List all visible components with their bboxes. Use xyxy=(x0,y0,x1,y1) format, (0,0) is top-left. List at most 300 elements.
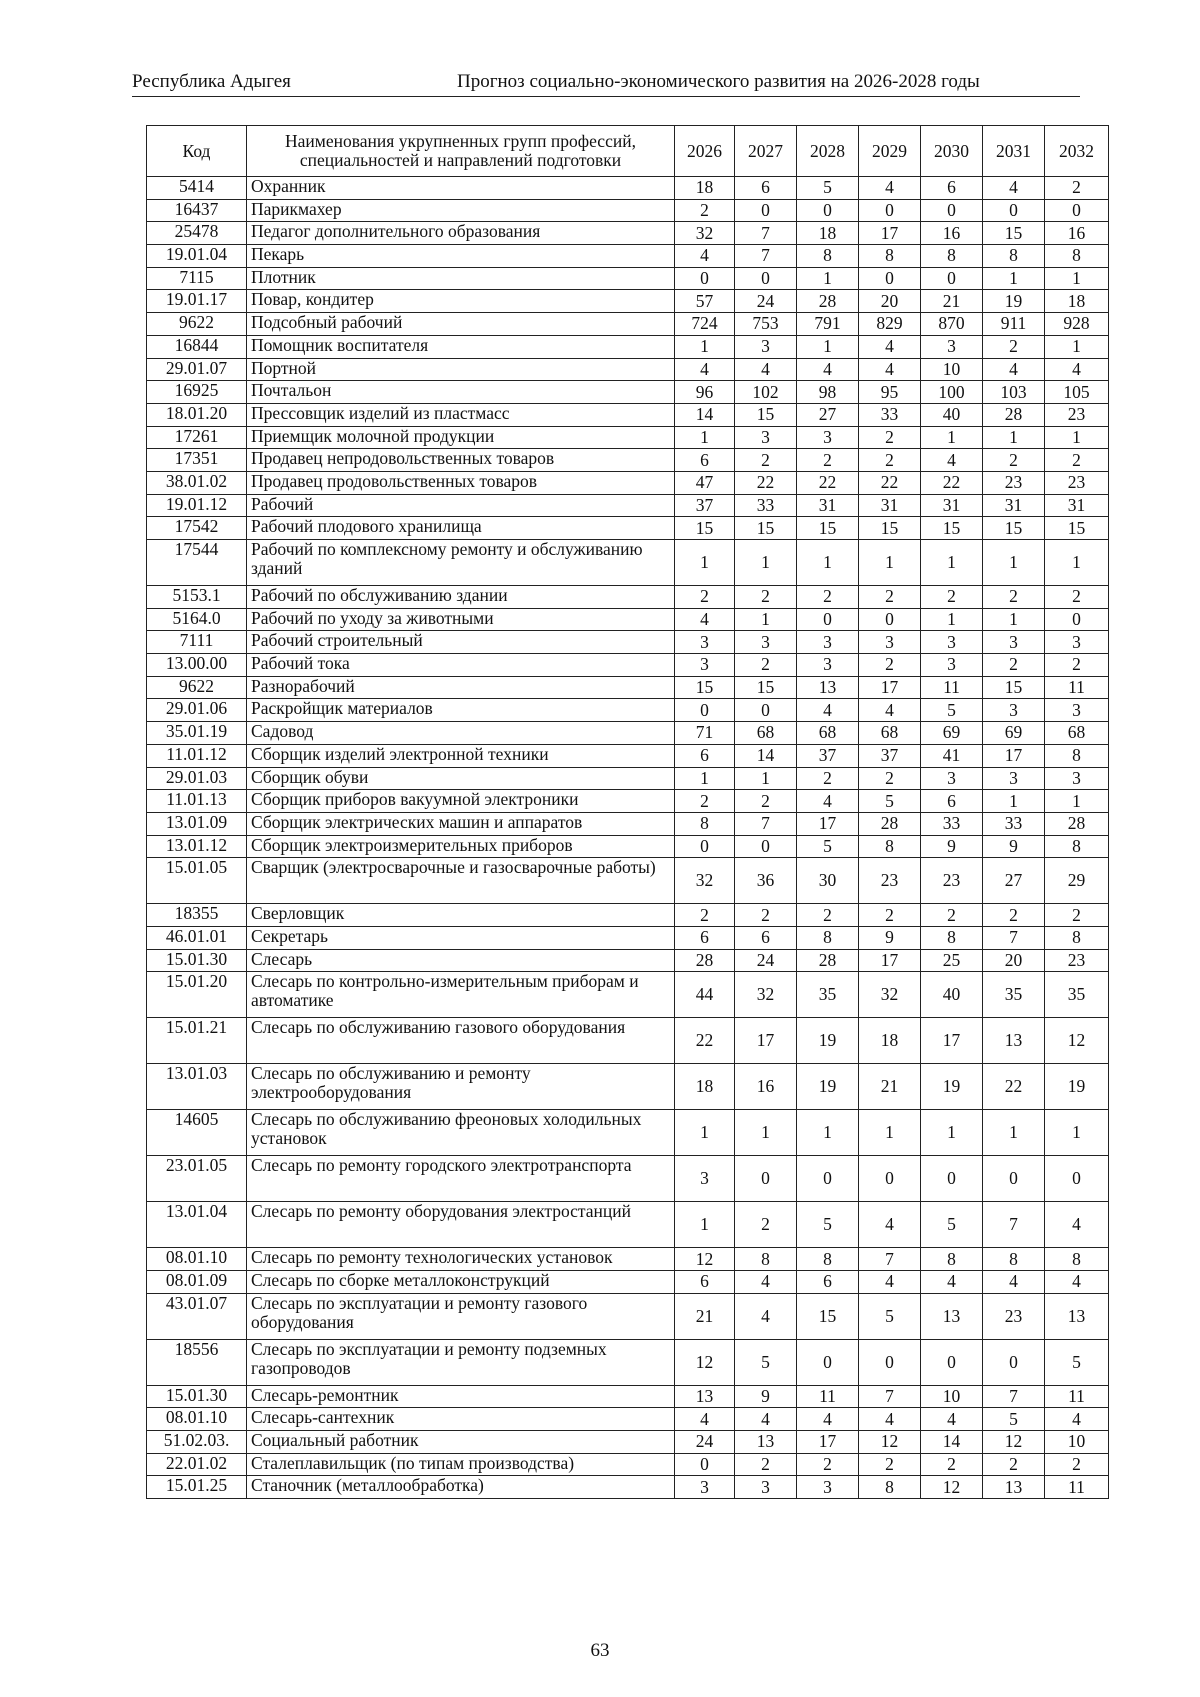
value-cell: 1 xyxy=(983,608,1045,631)
value-cell: 724 xyxy=(675,313,735,336)
value-cell: 24 xyxy=(675,1431,735,1454)
value-cell: 3 xyxy=(735,426,797,449)
value-cell: 0 xyxy=(735,199,797,222)
code-cell: 16437 xyxy=(147,199,247,222)
profession-name-cell: Сборщик обуви xyxy=(247,767,675,790)
code-cell: 13.01.03 xyxy=(147,1064,247,1110)
value-cell: 1 xyxy=(921,426,983,449)
value-cell: 0 xyxy=(675,267,735,290)
profession-name-cell: Сборщик электрических машин и аппаратов xyxy=(247,812,675,835)
table-row xyxy=(147,949,1109,972)
value-cell: 3 xyxy=(675,1476,735,1499)
value-cell: 19 xyxy=(797,1064,859,1110)
value-cell: 0 xyxy=(921,1339,983,1385)
value-cell: 37 xyxy=(675,494,735,517)
table-row xyxy=(147,1202,1109,1248)
value-cell: 5 xyxy=(797,1202,859,1248)
value-cell: 30 xyxy=(797,858,859,904)
value-cell: 4 xyxy=(735,1408,797,1431)
value-cell: 2 xyxy=(675,199,735,222)
profession-name-cell: Рабочий xyxy=(247,494,675,517)
value-cell: 3 xyxy=(797,654,859,677)
table-row xyxy=(147,267,1109,290)
value-cell: 37 xyxy=(859,744,921,767)
profession-name-cell: Плотник xyxy=(247,267,675,290)
value-cell: 1 xyxy=(1045,1110,1109,1156)
profession-name-cell: Слесарь по сборке металлоконструкций xyxy=(247,1271,675,1294)
value-cell: 14 xyxy=(675,403,735,426)
value-cell: 2 xyxy=(675,586,735,609)
value-cell: 0 xyxy=(983,1156,1045,1202)
code-cell: 15.01.25 xyxy=(147,1476,247,1499)
value-cell: 23 xyxy=(1045,471,1109,494)
value-cell: 16 xyxy=(1045,222,1109,245)
value-cell: 8 xyxy=(797,926,859,949)
value-cell: 27 xyxy=(797,403,859,426)
table-row xyxy=(147,403,1109,426)
profession-name-cell: Слесарь по контрольно-измерительным приборам и автоматике xyxy=(247,972,675,1018)
value-cell: 10 xyxy=(921,1385,983,1408)
table-row xyxy=(147,245,1109,268)
value-cell: 15 xyxy=(797,517,859,540)
value-cell: 23 xyxy=(983,1293,1045,1339)
value-cell: 2 xyxy=(1045,654,1109,677)
value-cell: 16 xyxy=(921,222,983,245)
value-cell: 3 xyxy=(675,654,735,677)
value-cell: 0 xyxy=(859,608,921,631)
value-cell: 1 xyxy=(735,540,797,586)
code-cell: 5414 xyxy=(147,177,247,200)
value-cell: 22 xyxy=(735,471,797,494)
table-row xyxy=(147,972,1109,1018)
value-cell: 5 xyxy=(859,1293,921,1339)
value-cell: 5 xyxy=(921,699,983,722)
table-row xyxy=(147,426,1109,449)
value-cell: 16 xyxy=(735,1064,797,1110)
value-cell: 0 xyxy=(797,608,859,631)
value-cell: 0 xyxy=(1045,199,1109,222)
value-cell: 18 xyxy=(797,222,859,245)
value-cell: 17 xyxy=(859,222,921,245)
value-cell: 7 xyxy=(983,1385,1045,1408)
table-row xyxy=(147,199,1109,222)
value-cell: 7 xyxy=(859,1248,921,1271)
value-cell: 2 xyxy=(921,1453,983,1476)
value-cell: 7 xyxy=(983,926,1045,949)
table-row xyxy=(147,1408,1109,1431)
value-cell: 2 xyxy=(859,767,921,790)
profession-name-cell: Слесарь по эксплуатации и ремонту подземных газопроводов xyxy=(247,1339,675,1385)
value-cell: 1 xyxy=(797,540,859,586)
value-cell: 7 xyxy=(735,812,797,835)
value-cell: 3 xyxy=(921,654,983,677)
value-cell: 24 xyxy=(735,290,797,313)
value-cell: 22 xyxy=(921,471,983,494)
value-cell: 6 xyxy=(675,744,735,767)
value-cell: 7 xyxy=(983,1202,1045,1248)
value-cell: 12 xyxy=(983,1431,1045,1454)
code-cell: 23.01.05 xyxy=(147,1156,247,1202)
profession-name-cell: Сборщик изделий электронной техники xyxy=(247,744,675,767)
code-cell: 19.01.04 xyxy=(147,245,247,268)
table-row xyxy=(147,744,1109,767)
value-cell: 1 xyxy=(675,540,735,586)
profession-name-cell: Слесарь xyxy=(247,949,675,972)
column-header: 2027 xyxy=(735,126,797,177)
code-cell: 18355 xyxy=(147,904,247,927)
value-cell: 8 xyxy=(921,245,983,268)
value-cell: 33 xyxy=(921,812,983,835)
code-cell: 11.01.12 xyxy=(147,744,247,767)
value-cell: 3 xyxy=(797,426,859,449)
value-cell: 0 xyxy=(735,699,797,722)
value-cell: 9 xyxy=(921,835,983,858)
value-cell: 32 xyxy=(859,972,921,1018)
code-cell: 08.01.10 xyxy=(147,1408,247,1431)
value-cell: 32 xyxy=(735,972,797,1018)
value-cell: 8 xyxy=(797,245,859,268)
profession-name-cell: Парикмахер xyxy=(247,199,675,222)
value-cell: 9 xyxy=(859,926,921,949)
value-cell: 68 xyxy=(735,722,797,745)
value-cell: 98 xyxy=(797,381,859,404)
value-cell: 44 xyxy=(675,972,735,1018)
value-cell: 6 xyxy=(735,177,797,200)
column-header: 2029 xyxy=(859,126,921,177)
value-cell: 8 xyxy=(1045,744,1109,767)
value-cell: 33 xyxy=(735,494,797,517)
code-cell: 17544 xyxy=(147,540,247,586)
value-cell: 105 xyxy=(1045,381,1109,404)
value-cell: 829 xyxy=(859,313,921,336)
value-cell: 10 xyxy=(921,358,983,381)
value-cell: 1 xyxy=(921,1110,983,1156)
value-cell: 13 xyxy=(675,1385,735,1408)
value-cell: 1 xyxy=(859,540,921,586)
value-cell: 2 xyxy=(983,449,1045,472)
code-cell: 35.01.19 xyxy=(147,722,247,745)
table-row xyxy=(147,177,1109,200)
profession-name-cell: Социальный работник xyxy=(247,1431,675,1454)
value-cell: 23 xyxy=(1045,403,1109,426)
value-cell: 1 xyxy=(675,426,735,449)
value-cell: 3 xyxy=(675,1156,735,1202)
profession-name-cell: Слесарь по ремонту городского электротранспорта xyxy=(247,1156,675,1202)
code-cell: 13.01.12 xyxy=(147,835,247,858)
value-cell: 870 xyxy=(921,313,983,336)
table-row xyxy=(147,676,1109,699)
value-cell: 21 xyxy=(921,290,983,313)
value-cell: 2 xyxy=(735,790,797,813)
value-cell: 753 xyxy=(735,313,797,336)
page-number: 63 xyxy=(590,1640,610,1661)
value-cell: 68 xyxy=(859,722,921,745)
code-cell: 7111 xyxy=(147,631,247,654)
value-cell: 10 xyxy=(1045,1431,1109,1454)
value-cell: 11 xyxy=(1045,676,1109,699)
value-cell: 18 xyxy=(675,177,735,200)
value-cell: 4 xyxy=(921,1271,983,1294)
code-cell: 38.01.02 xyxy=(147,471,247,494)
table-row xyxy=(147,471,1109,494)
table-row xyxy=(147,767,1109,790)
value-cell: 5 xyxy=(797,177,859,200)
value-cell: 8 xyxy=(735,1248,797,1271)
table-row xyxy=(147,1385,1109,1408)
value-cell: 4 xyxy=(921,1408,983,1431)
value-cell: 28 xyxy=(675,949,735,972)
table-row xyxy=(147,926,1109,949)
table-row xyxy=(147,1293,1109,1339)
code-cell: 11.01.13 xyxy=(147,790,247,813)
value-cell: 3 xyxy=(921,335,983,358)
value-cell: 8 xyxy=(1045,926,1109,949)
profession-name-cell: Разнорабочий xyxy=(247,676,675,699)
value-cell: 103 xyxy=(983,381,1045,404)
value-cell: 2 xyxy=(983,586,1045,609)
value-cell: 0 xyxy=(1045,1156,1109,1202)
value-cell: 23 xyxy=(1045,949,1109,972)
code-cell: 13.01.09 xyxy=(147,812,247,835)
value-cell: 47 xyxy=(675,471,735,494)
value-cell: 4 xyxy=(675,358,735,381)
value-cell: 27 xyxy=(983,858,1045,904)
value-cell: 3 xyxy=(1045,631,1109,654)
value-cell: 1 xyxy=(797,335,859,358)
value-cell: 3 xyxy=(797,1476,859,1499)
value-cell: 12 xyxy=(859,1431,921,1454)
value-cell: 1 xyxy=(983,540,1045,586)
value-cell: 69 xyxy=(921,722,983,745)
value-cell: 1 xyxy=(983,790,1045,813)
value-cell: 7 xyxy=(859,1385,921,1408)
value-cell: 68 xyxy=(797,722,859,745)
value-cell: 1 xyxy=(859,1110,921,1156)
value-cell: 4 xyxy=(983,177,1045,200)
value-cell: 4 xyxy=(983,1271,1045,1294)
profession-name-cell: Секретарь xyxy=(247,926,675,949)
value-cell: 2 xyxy=(921,904,983,927)
value-cell: 6 xyxy=(675,449,735,472)
value-cell: 0 xyxy=(675,835,735,858)
code-cell: 51.02.03. xyxy=(147,1431,247,1454)
value-cell: 0 xyxy=(983,199,1045,222)
value-cell: 1 xyxy=(675,1202,735,1248)
value-cell: 12 xyxy=(921,1476,983,1499)
table-header-row xyxy=(147,126,1109,177)
value-cell: 15 xyxy=(983,222,1045,245)
value-cell: 1 xyxy=(735,608,797,631)
value-cell: 6 xyxy=(735,926,797,949)
table-row xyxy=(147,1453,1109,1476)
value-cell: 8 xyxy=(859,1476,921,1499)
value-cell: 69 xyxy=(983,722,1045,745)
code-cell: 08.01.10 xyxy=(147,1248,247,1271)
code-cell: 15.01.21 xyxy=(147,1018,247,1064)
code-cell: 15.01.05 xyxy=(147,858,247,904)
profession-name-cell: Охранник xyxy=(247,177,675,200)
table-row xyxy=(147,699,1109,722)
value-cell: 95 xyxy=(859,381,921,404)
value-cell: 2 xyxy=(735,904,797,927)
profession-name-cell: Рабочий по обслуживанию здании xyxy=(247,586,675,609)
value-cell: 8 xyxy=(983,1248,1045,1271)
value-cell: 96 xyxy=(675,381,735,404)
value-cell: 71 xyxy=(675,722,735,745)
value-cell: 31 xyxy=(859,494,921,517)
table-row xyxy=(147,222,1109,245)
value-cell: 6 xyxy=(921,790,983,813)
code-cell: 17261 xyxy=(147,426,247,449)
value-cell: 23 xyxy=(859,858,921,904)
value-cell: 928 xyxy=(1045,313,1109,336)
profession-name-cell: Слесарь по ремонту технологических установок xyxy=(247,1248,675,1271)
value-cell: 3 xyxy=(675,631,735,654)
value-cell: 8 xyxy=(1045,1248,1109,1271)
value-cell: 0 xyxy=(983,1339,1045,1385)
value-cell: 6 xyxy=(921,177,983,200)
value-cell: 20 xyxy=(983,949,1045,972)
table-row xyxy=(147,1476,1109,1499)
value-cell: 0 xyxy=(1045,608,1109,631)
value-cell: 4 xyxy=(859,358,921,381)
value-cell: 2 xyxy=(675,904,735,927)
value-cell: 0 xyxy=(859,267,921,290)
value-cell: 17 xyxy=(797,812,859,835)
value-cell: 57 xyxy=(675,290,735,313)
value-cell: 32 xyxy=(675,858,735,904)
code-cell: 5153.1 xyxy=(147,586,247,609)
value-cell: 791 xyxy=(797,313,859,336)
value-cell: 2 xyxy=(983,335,1045,358)
value-cell: 4 xyxy=(859,335,921,358)
value-cell: 4 xyxy=(859,177,921,200)
value-cell: 12 xyxy=(675,1248,735,1271)
profession-name-cell: Слесарь по ремонту оборудования электростанций xyxy=(247,1202,675,1248)
table-row xyxy=(147,290,1109,313)
column-header: Наименования укрупненных групп профессий, специальностей и направлений подготовки xyxy=(247,126,675,177)
table-row xyxy=(147,358,1109,381)
code-cell: 16844 xyxy=(147,335,247,358)
value-cell: 6 xyxy=(797,1271,859,1294)
value-cell: 5 xyxy=(1045,1339,1109,1385)
value-cell: 3 xyxy=(1045,767,1109,790)
code-cell: 19.01.17 xyxy=(147,290,247,313)
value-cell: 8 xyxy=(675,812,735,835)
value-cell: 8 xyxy=(797,1248,859,1271)
value-cell: 2 xyxy=(921,586,983,609)
value-cell: 28 xyxy=(983,403,1045,426)
value-cell: 4 xyxy=(797,1408,859,1431)
value-cell: 4 xyxy=(797,699,859,722)
value-cell: 1 xyxy=(1045,426,1109,449)
value-cell: 32 xyxy=(675,222,735,245)
value-cell: 24 xyxy=(735,949,797,972)
profession-name-cell: Слесарь по обслуживанию фреоновых холодильных установок xyxy=(247,1110,675,1156)
profession-name-cell: Почтальон xyxy=(247,381,675,404)
table-row xyxy=(147,1271,1109,1294)
value-cell: 2 xyxy=(859,586,921,609)
value-cell: 37 xyxy=(797,744,859,767)
code-cell: 5164.0 xyxy=(147,608,247,631)
value-cell: 2 xyxy=(1045,904,1109,927)
value-cell: 15 xyxy=(735,517,797,540)
value-cell: 0 xyxy=(797,1156,859,1202)
code-cell: 9622 xyxy=(147,676,247,699)
profession-name-cell: Рабочий тока xyxy=(247,654,675,677)
value-cell: 4 xyxy=(735,1293,797,1339)
value-cell: 2 xyxy=(859,904,921,927)
table-row xyxy=(147,904,1109,927)
value-cell: 13 xyxy=(1045,1293,1109,1339)
value-cell: 15 xyxy=(675,517,735,540)
value-cell: 4 xyxy=(797,790,859,813)
value-cell: 8 xyxy=(921,926,983,949)
value-cell: 0 xyxy=(735,1156,797,1202)
value-cell: 2 xyxy=(735,654,797,677)
table-row xyxy=(147,1156,1109,1202)
value-cell: 8 xyxy=(983,245,1045,268)
value-cell: 3 xyxy=(921,631,983,654)
value-cell: 11 xyxy=(797,1385,859,1408)
profession-name-cell: Продавец непродовольственных товаров xyxy=(247,449,675,472)
value-cell: 4 xyxy=(1045,1408,1109,1431)
table-row xyxy=(147,449,1109,472)
value-cell: 4 xyxy=(1045,1271,1109,1294)
value-cell: 68 xyxy=(1045,722,1109,745)
value-cell: 5 xyxy=(983,1408,1045,1431)
value-cell: 102 xyxy=(735,381,797,404)
value-cell: 3 xyxy=(921,767,983,790)
value-cell: 22 xyxy=(983,1064,1045,1110)
value-cell: 3 xyxy=(735,631,797,654)
value-cell: 18 xyxy=(859,1018,921,1064)
profession-name-cell: Пекарь xyxy=(247,245,675,268)
value-cell: 1 xyxy=(675,1110,735,1156)
code-cell: 29.01.07 xyxy=(147,358,247,381)
value-cell: 2 xyxy=(797,586,859,609)
profession-name-cell: Сборщик приборов вакуумной электроники xyxy=(247,790,675,813)
value-cell: 4 xyxy=(1045,1202,1109,1248)
profession-name-cell: Продавец продовольственных товаров xyxy=(247,471,675,494)
table-row xyxy=(147,835,1109,858)
column-header: 2031 xyxy=(983,126,1045,177)
value-cell: 3 xyxy=(797,631,859,654)
value-cell: 1 xyxy=(1045,267,1109,290)
code-cell: 15.01.20 xyxy=(147,972,247,1018)
value-cell: 35 xyxy=(797,972,859,1018)
page-header xyxy=(132,68,1080,97)
profession-name-cell: Станочник (металлообработка) xyxy=(247,1476,675,1499)
value-cell: 4 xyxy=(859,1408,921,1431)
value-cell: 21 xyxy=(859,1064,921,1110)
value-cell: 0 xyxy=(735,835,797,858)
value-cell: 3 xyxy=(1045,699,1109,722)
value-cell: 0 xyxy=(675,699,735,722)
value-cell: 3 xyxy=(859,631,921,654)
value-cell: 15 xyxy=(735,676,797,699)
value-cell: 13 xyxy=(735,1431,797,1454)
column-header: 2030 xyxy=(921,126,983,177)
value-cell: 3 xyxy=(983,699,1045,722)
value-cell: 13 xyxy=(797,676,859,699)
value-cell: 12 xyxy=(675,1339,735,1385)
value-cell: 41 xyxy=(921,744,983,767)
value-cell: 5 xyxy=(921,1202,983,1248)
value-cell: 7 xyxy=(735,222,797,245)
document-title: Прогноз социально-экономического развития на 2026-2028 годы xyxy=(457,71,980,92)
value-cell: 3 xyxy=(735,335,797,358)
